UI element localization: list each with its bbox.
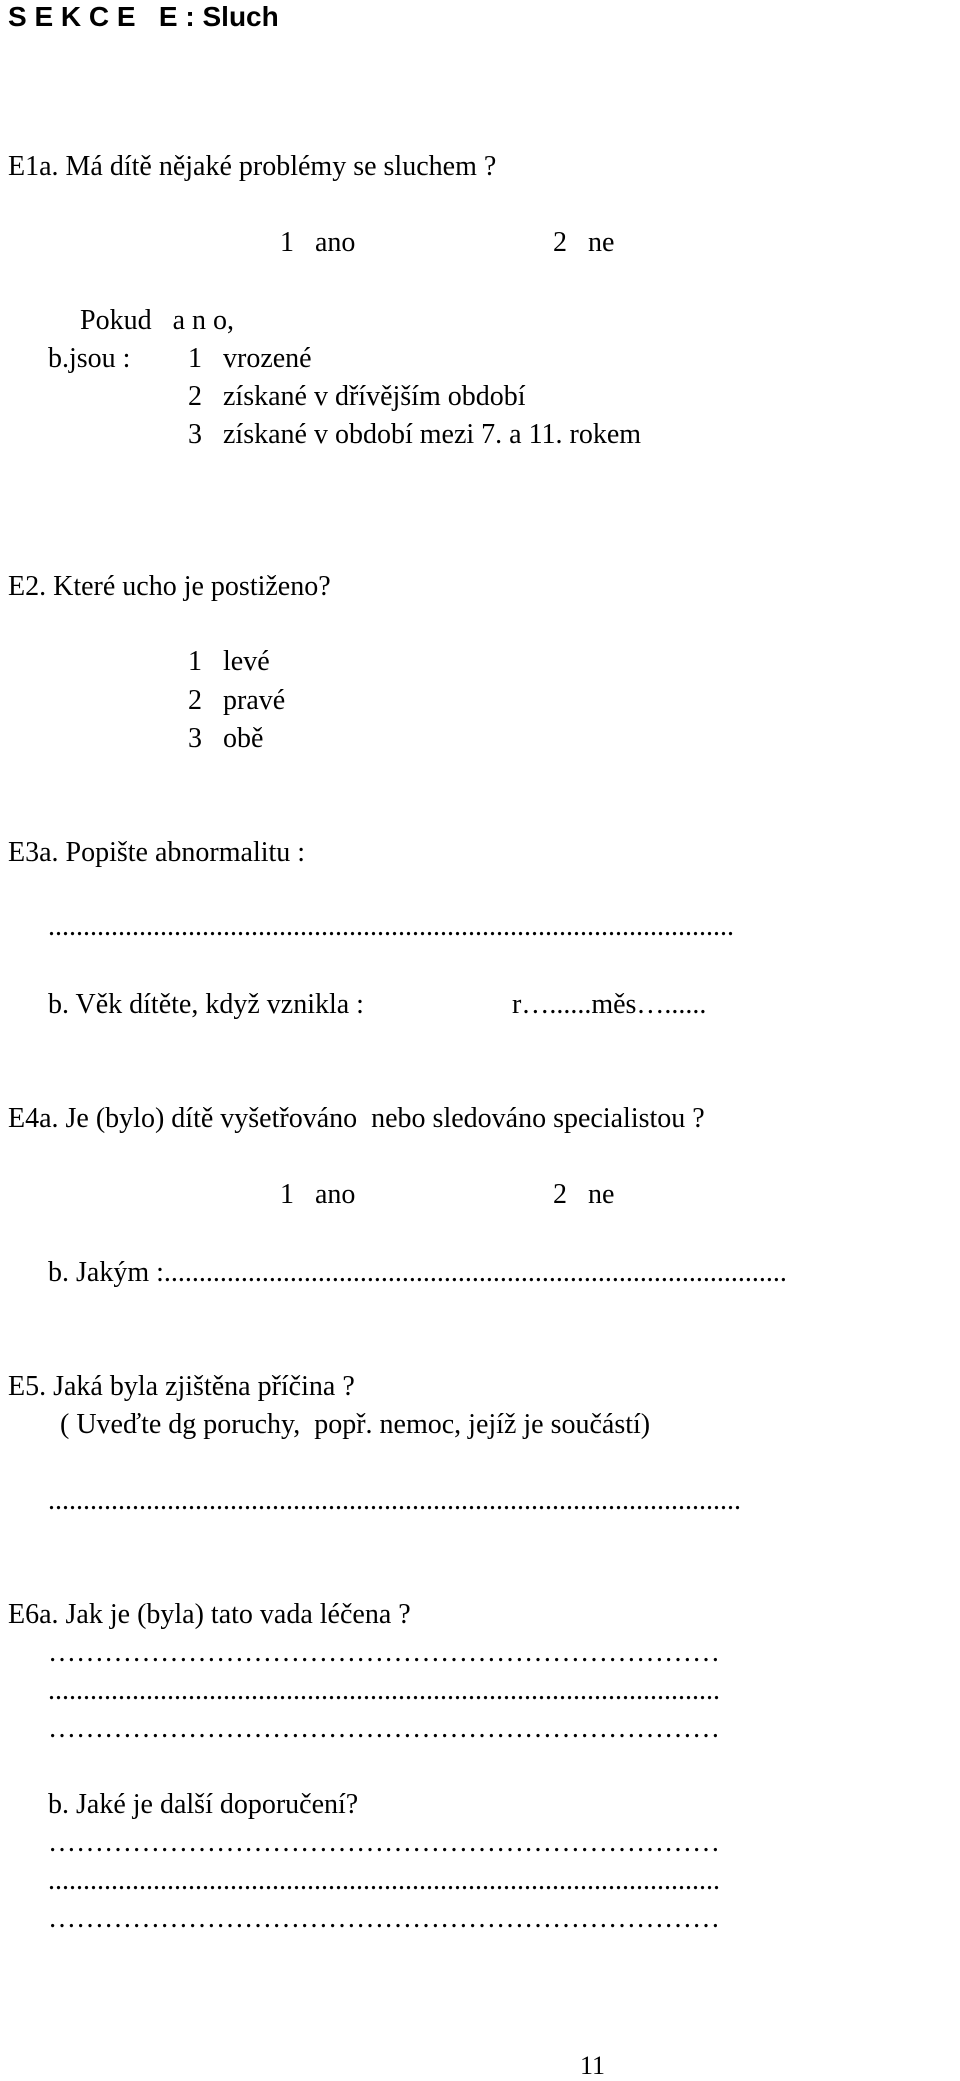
- e6a-answer-line-1: ………………………………………………………………: [48, 1637, 720, 1668]
- e5-answer-line: ...................................................................................................: [48, 1485, 741, 1516]
- e3a-question: E3a. Popište abnormalitu :: [8, 837, 306, 868]
- e6a-answer-line-2: ................................................................................................: [48, 1675, 720, 1706]
- e4b-question: b. Jakým :.........................................................................................: [48, 1257, 787, 1288]
- e1b-label: b.jsou :: [48, 343, 131, 374]
- e1-if-yes-label: Pokud a n o,: [80, 305, 234, 336]
- e2-option-1: 1 levé: [188, 646, 270, 677]
- e6a-answer-line-3: ………………………………………………………………: [48, 1713, 720, 1744]
- e4a-option-no: 2 ne: [553, 1179, 615, 1210]
- e4a-question: E4a. Je (bylo) dítě vyšetřováno nebo sledováno specialistou ?: [8, 1103, 705, 1134]
- e6b-answer-line-3: ………………………………………………………………: [48, 1903, 720, 1934]
- e1a-option-yes: 1 ano: [280, 227, 356, 258]
- e5-question: E5. Jaká byla zjištěna příčina ?: [8, 1371, 355, 1402]
- e6a-question: E6a. Jak je (byla) tato vada léčena ?: [8, 1599, 411, 1630]
- page-number: 11: [580, 2051, 606, 2080]
- e1b-option-1: 1 vrozené: [188, 343, 312, 374]
- e6b-question: b. Jaké je další doporučení?: [48, 1789, 359, 1820]
- e1b-option-3: 3 získané v období mezi 7. a 11. rokem: [188, 419, 642, 450]
- e1a-question: E1a. Má dítě nějaké problémy se sluchem ?: [8, 151, 497, 182]
- e6b-answer-line-2: ................................................................................................: [48, 1865, 720, 1896]
- e2-option-3: 3 obě: [188, 723, 264, 754]
- e3b-question: b. Věk dítěte, když vznikla :: [48, 989, 364, 1020]
- e6b-answer-line-1: ………………………………………………………………: [48, 1827, 720, 1858]
- e2-option-2: 2 pravé: [188, 685, 286, 716]
- e1a-option-no: 2 ne: [553, 227, 615, 258]
- e3b-answer: r…......měs…......: [512, 989, 707, 1020]
- e2-question: E2. Které ucho je postiženo?: [8, 571, 331, 602]
- section-title: S E K C E E : Sluch: [8, 1, 279, 32]
- e1b-option-2: 2 získané v dřívějším období: [188, 381, 526, 412]
- e5-hint: ( Uveďte dg poruchy, popř. nemoc, jejíž je součástí): [60, 1409, 651, 1440]
- e3a-answer-line: ..................................................................................................: [48, 911, 734, 942]
- e4a-option-yes: 1 ano: [280, 1179, 356, 1210]
